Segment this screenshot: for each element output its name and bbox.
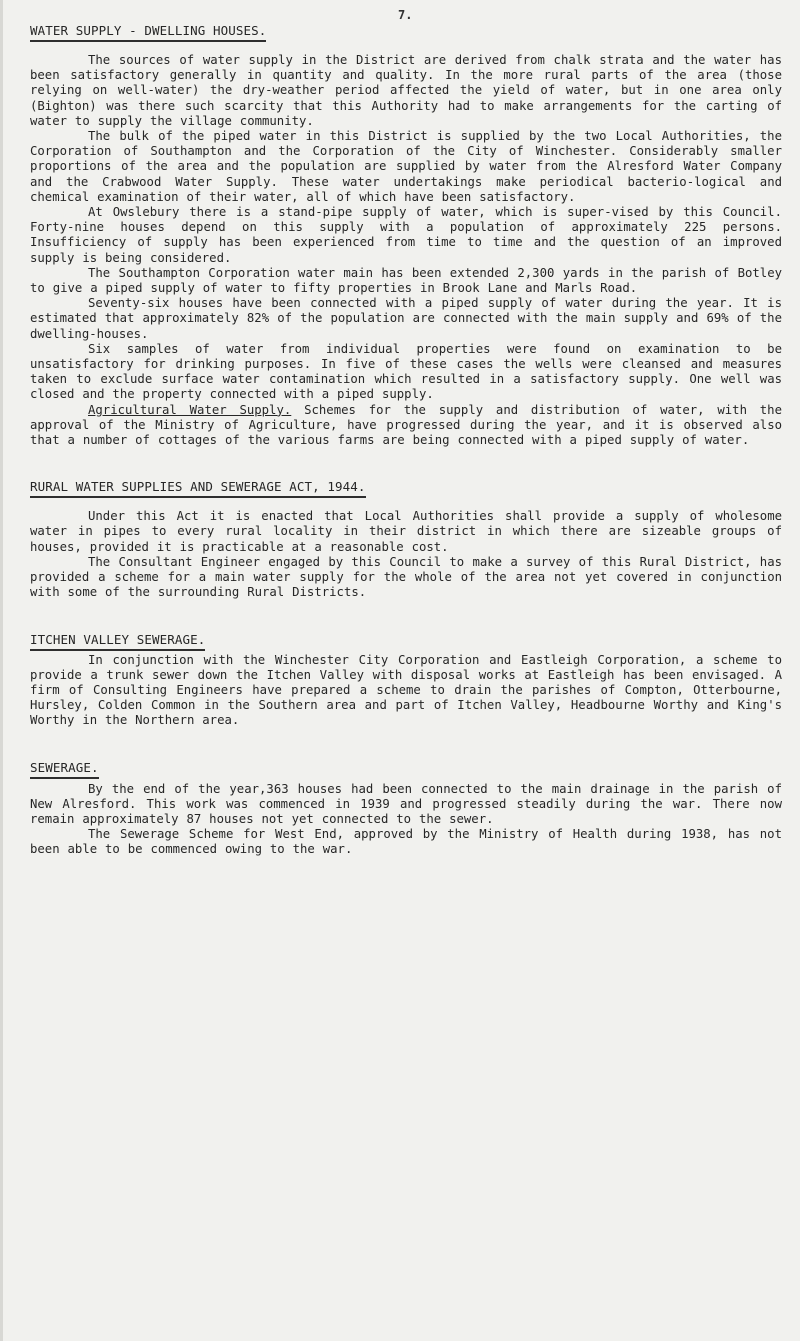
paragraph: Six samples of water from individual properties were found on examination to be unsatisfactory for drinking purposes. In five of these cases the wells were cleansed and measures taken to exclude surface water contamination which resulted in a satisfactory supply. One well was closed and the property connected with a piped supply. <box>30 341 782 402</box>
paragraph: Seventy-six houses have been connected with a piped supply of water during the year. It is estimated that approximately 82% of the population are connected with the main supply and 69% of the dwelling-houses. <box>30 296 782 341</box>
section-water-supply <box>30 20 782 448</box>
document-body <box>30 20 782 872</box>
section-rural-water-act <box>30 476 782 600</box>
paragraph: The Consultant Engineer engaged by this Council to make a survey of this Rural District, has provided a scheme for a main water supply for the whole of the area not yet covered in conjunction with some of the surrounding Rural Districts. <box>30 554 782 600</box>
section-heading: RURAL WATER SUPPLIES AND SEWERAGE ACT, 1944. <box>30 479 366 498</box>
paragraph: In conjunction with the Winchester City Corporation and Eastleigh Corporation, a scheme to provide a trunk sewer down the Itchen Valley with disposal works at Eastleigh has been envisaged. A firm of Consulting Engineers have prepared a scheme to drain the parishes of Compton, Otterbourne, Hursley, Colden Common in the Southern area and part of Itchen Valley, Headbourne Worthy and King's Worthy in the Northern area. <box>30 652 782 728</box>
paragraph-agricultural <box>30 403 782 449</box>
paragraph: The bulk of the piped water in this District is supplied by the two Local Authorities, the Corporation of Southampton and the Corporation of the City of Winchester. Considerably smaller proportions of the area and the population are supplied by water from the Alresford Water Company and the Crabwood Water Supply. These water undertakings make periodical bacterio-logical and chemical examination of their water, all of which have been satisfactory. <box>30 129 782 204</box>
section-heading: ITCHEN VALLEY SEWERAGE. <box>30 632 205 651</box>
paragraph: The Sewerage Scheme for West End, approved by the Ministry of Health during 1938, has not been able to be commenced owing to the war. <box>30 827 782 857</box>
section-heading: WATER SUPPLY - DWELLING HOUSES. <box>30 23 266 42</box>
agricultural-label: Agricultural Water Supply. <box>88 402 292 417</box>
section-itchen-valley <box>30 629 782 729</box>
paragraph: Under this Act it is enacted that Local Authorities shall provide a supply of wholesome water in pipes to every rural locality in their district in which there are sizeable groups of houses, provided it is practicable at a reasonable cost. <box>30 509 782 554</box>
paragraph: The sources of water supply in the District are derived from chalk strata and the water has been satisfactory generally in quantity and quality. In the more rural parts of the area (those relying on well-water) the dry-weather period affected the yield of water, but in one area only (Bighton) was there such scarcity that this Authority had to make arrangements for the carting of water to supply the village community. <box>30 53 782 128</box>
section-sewerage <box>30 757 782 858</box>
page-number: 7. <box>398 8 413 22</box>
scan-edge <box>0 0 3 1341</box>
section-heading: SEWERAGE. <box>30 760 99 779</box>
paragraph: At Owslebury there is a stand-pipe supply of water, which is super-vised by this Council. Forty-nine houses depend on this supply with a population of approximately 225 persons. Insufficiency of supply has been experienced from time to time and the question of an improved supply is being considered. <box>30 205 782 265</box>
agricultural-text: Schemes for the supply and distribution of water, with the approval of the Ministry of Agriculture, have progressed during the year, and it is observed also that a number of cottages of the various farms are being connected with a piped supply of water. <box>30 402 782 448</box>
paragraph: The Southampton Corporation water main has been extended 2,300 yards in the parish of Botley to give a piped supply of water to fifty properties in Brook Lane and Marls Road. <box>30 265 782 296</box>
paragraph: By the end of the year,363 houses had been connected to the main drainage in the parish of New Alresford. This work was commenced in 1939 and progressed steadily during the war. There now remain approximately 87 houses not yet connected to the sewer. <box>30 781 782 826</box>
